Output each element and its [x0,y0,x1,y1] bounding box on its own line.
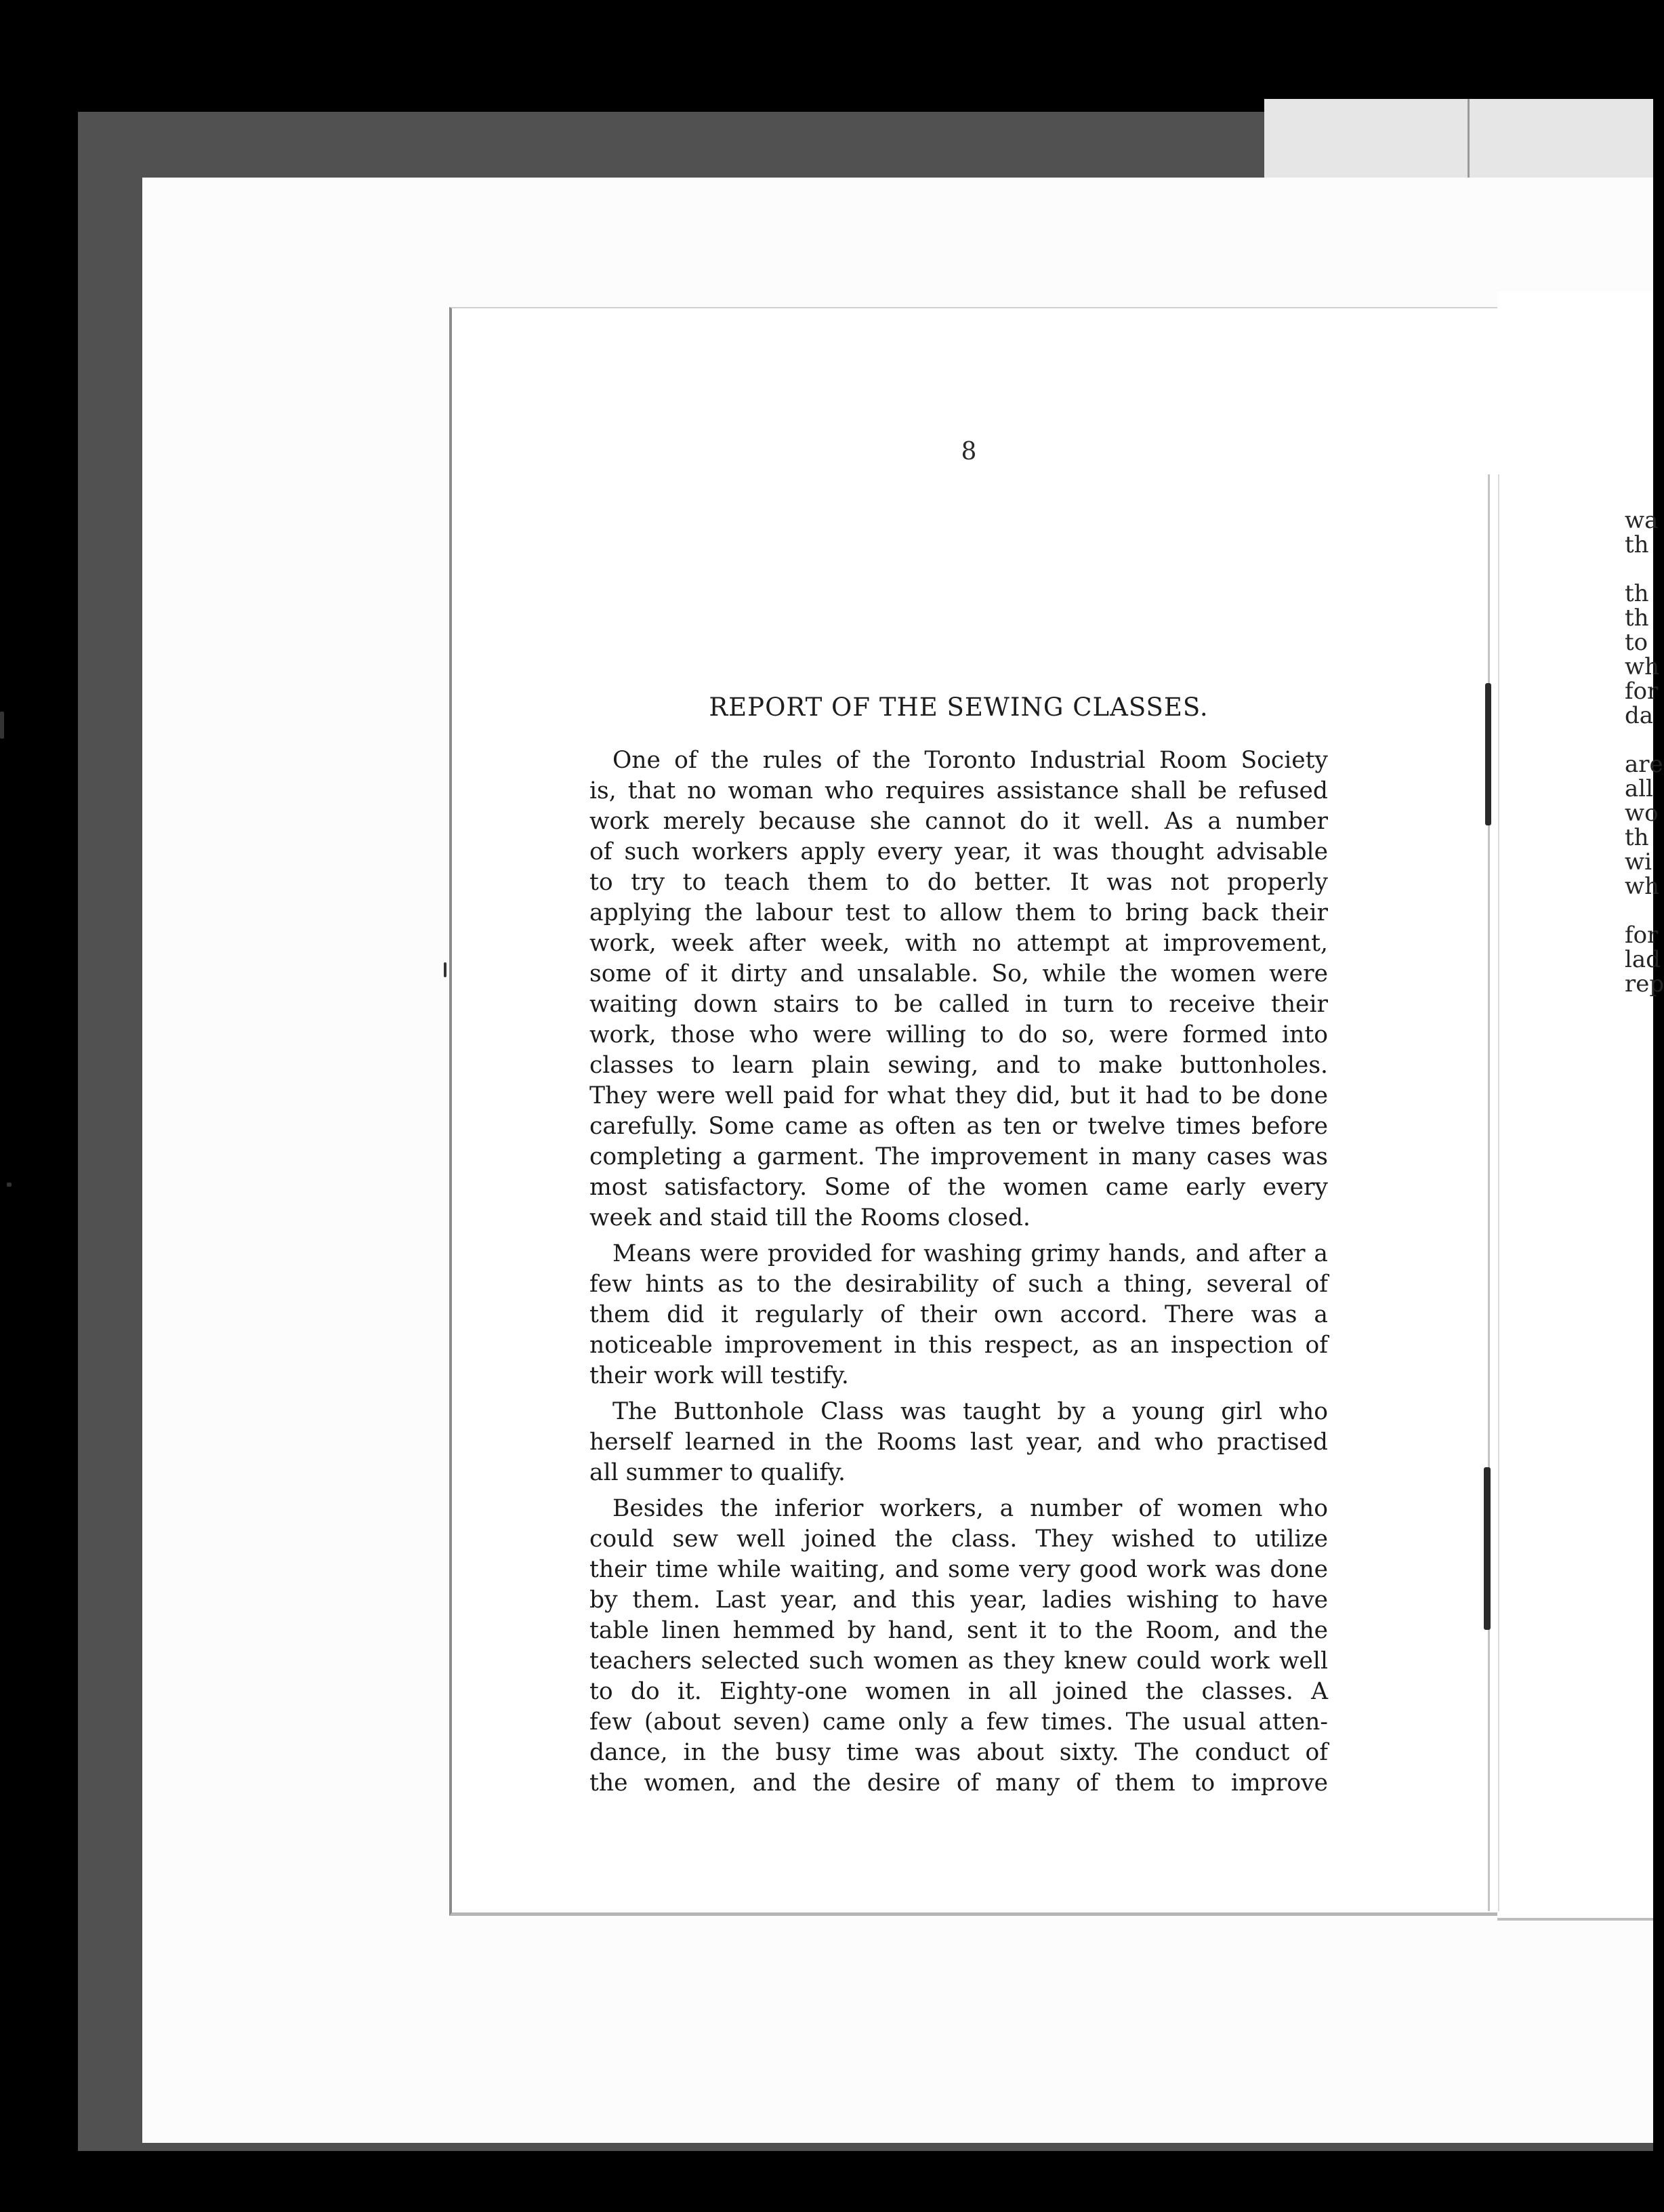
text-line: some of it dirty and unsalable. So, while the women were [589,960,1328,987]
fragment-line: da [1625,702,1654,729]
top-paper-edge [1264,99,1653,187]
text-line: few hints as to the desirability of such a thing, several of [589,1271,1328,1298]
fragment-line: wo [1625,800,1659,827]
text-line: their time while waiting, and some very good work was done [589,1556,1328,1583]
text-line: table linen hemmed by hand, sent it to the Room, and the [589,1617,1328,1644]
fragment-line: are [1625,751,1663,778]
text-line: most satisfactory. Some of the women came early every [589,1174,1328,1201]
text-line: by them. Last year, and this year, ladies wishing to have [589,1586,1328,1614]
fragment-line: to [1625,629,1648,656]
fragment-line: th [1625,580,1649,607]
scan-speck [7,1183,12,1187]
text-line: of such workers apply every year, it was thought advisable [589,838,1328,865]
text-line: work merely because she cannot do it well. As a number [589,808,1328,835]
paragraph-4 [589,1494,1328,1799]
paragraph-3 [589,1397,1328,1488]
text-line: They were well paid for what they did, but it had to be done [589,1082,1328,1109]
fragment-line: all [1625,775,1654,802]
fragment-line: wi [1625,848,1652,876]
scan-speck [0,712,4,739]
text-line: to try to teach them to do better. It was not properly [589,869,1328,896]
text-line: herself learned in the Rooms last year, and who practised [589,1429,1328,1456]
text-line: work, week after week, with no attempt at improvement, [589,930,1328,957]
fragment-line: th [1625,531,1649,558]
text-line: Besides the inferior workers, a number of women who [612,1495,1328,1522]
text-line: completing a garment. The improvement in many cases was [589,1143,1328,1170]
text-line: could sew well joined the class. They wished to utilize [589,1525,1328,1553]
scan-background-band-bottom [78,2143,1653,2151]
text-line: carefully. Some came as often as ten or twelve times before [589,1113,1328,1140]
text-line: One of the rules of the Toronto Industrial Room Society [612,747,1328,774]
fragment-line: for [1625,678,1659,705]
text-line: the women, and the desire of many of them to improve [589,1769,1328,1797]
body-text [589,745,1328,1804]
fragment-line: for [1625,922,1659,949]
page-title: REPORT OF THE SEWING CLASSES. [709,693,1209,722]
fragment-line: wh [1625,653,1659,680]
text-line: them did it regularly of their own accord. There was a [589,1301,1328,1328]
scan-speck [444,962,446,977]
text-line: to do it. Eighty-one women in all joined the classes. A [589,1678,1328,1705]
fragment-line [1625,557,1653,581]
text-line: noticeable improvement in this respect, as an inspection of [589,1332,1328,1359]
text-line: dance, in the busy time was about sixty. The conduct of [589,1739,1328,1766]
fragment-line: wa [1625,507,1659,534]
fragment-line: rep [1625,970,1664,998]
fragment-line: th [1625,605,1649,632]
paragraph-1 [589,745,1328,1233]
fragment-line: th [1625,824,1649,851]
text-line: their work will testify. [589,1362,849,1389]
text-line: is, that no woman who requires assistance shall be refused [589,777,1328,804]
text-line: applying the labour test to allow them to bring back their [589,899,1328,926]
scan-background-band-top [78,112,1264,178]
text-line: classes to learn plain sewing, and to make buttonholes. [589,1052,1328,1079]
text-line: waiting down stairs to be called in turn to receive their [589,991,1328,1018]
binding-stitch-bottom [1484,1467,1491,1630]
fragment-line: wh [1625,873,1659,900]
facing-page-text-fragment [1625,507,1664,998]
paragraph-2 [589,1239,1328,1391]
fragment-line [1625,728,1653,752]
fragment-line [1625,899,1653,923]
text-line: The Buttonhole Class was taught by a young girl who [612,1398,1328,1425]
text-line: few (about seven) came only a few times. The usual atten- [589,1708,1328,1736]
text-line: teachers selected such women as they knew could work well [589,1647,1328,1675]
fragment-line: lad [1625,946,1661,973]
text-line: all summer to qualify. [589,1459,846,1486]
text-line: work, those who were willing to do so, were formed into [589,1021,1328,1048]
text-line: week and staid till the Rooms closed. [589,1204,1031,1231]
page-number: 8 [961,438,977,466]
binding-stitch-top [1485,683,1491,825]
text-line: Means were provided for washing grimy hands, and after a [612,1240,1328,1267]
scan-background-band-left [78,112,142,2143]
